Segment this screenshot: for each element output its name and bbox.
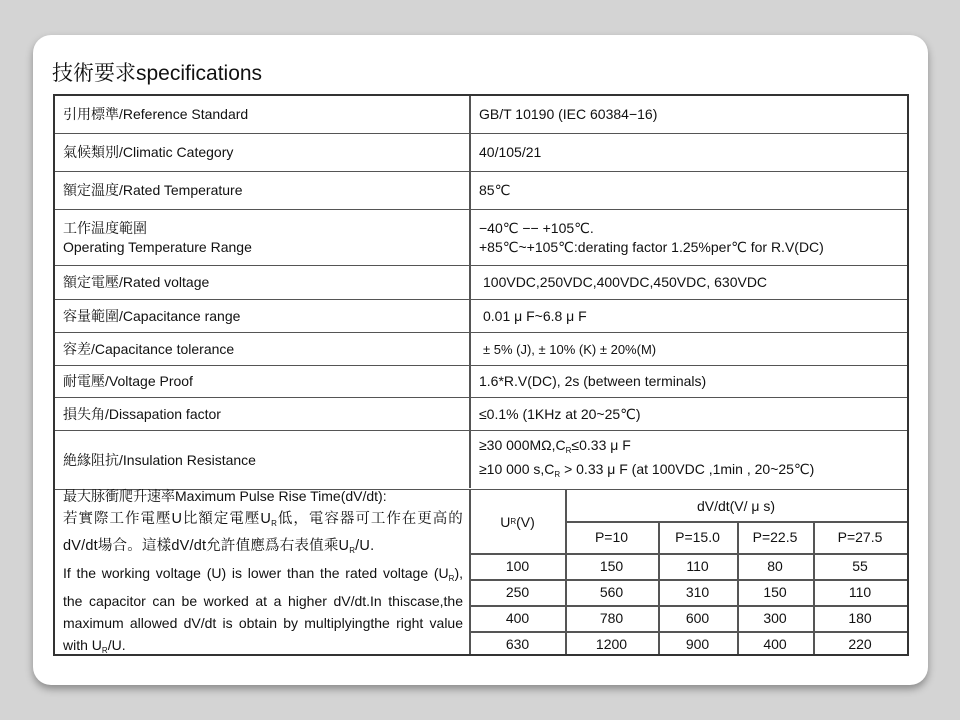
- spec-label: 氣候類別/Climatic Category: [63, 144, 234, 160]
- spec-row-reference-standard: [55, 96, 907, 134]
- spec-label: 額定溫度/Rated Temperature: [63, 182, 243, 198]
- spec-label: 絶緣阻抗/Insulation Resistance: [63, 451, 256, 468]
- dvdt-value-cell: 110: [686, 558, 709, 574]
- dvdt-value-cell: 300: [763, 610, 787, 626]
- spec-label: 引用標準/Reference Standard: [63, 106, 249, 122]
- dvdt-value-cell: 180: [848, 610, 872, 626]
- pulse-description-zh: 若實際工作電壓U比額定電壓$U_R$低，電容器可工作在更高的dV/dt場合。這樣dV/dt允許值應爲右表值乘$U_R/U$.: [63, 511, 463, 555]
- spec-value: 1.6*R.V(DC), 2s (between terminals): [479, 373, 707, 389]
- spec-value: ± 5% (J), ± 10% (K) ± 20%(M): [483, 341, 657, 357]
- spec-value: 0.01 μ F~6.8 μ F: [483, 307, 587, 324]
- dvdt-value-cell: 110: [848, 584, 872, 600]
- spec-value: [479, 431, 899, 489]
- p-header: P=22.5: [752, 529, 798, 545]
- spec-row-voltage-proof: [55, 366, 907, 398]
- dvdt-value-cell: 310: [685, 584, 710, 600]
- spec-value: GB/T 10190 (IEC 60384−16): [479, 106, 658, 122]
- spec-row-insulation-resistance: [55, 431, 907, 490]
- spec-row-operating-temperature: [55, 210, 907, 266]
- dvdt-value-cell: 1200: [595, 636, 628, 652]
- spec-label: 額定電壓/Rated voltage: [63, 274, 210, 290]
- spec-row-rated-temperature: [55, 172, 907, 210]
- spec-row-dissipation-factor: [55, 398, 907, 431]
- p-header: P=27.5: [837, 529, 883, 545]
- ur-value-cell: 400: [505, 610, 530, 626]
- dvdt-value-cell: 780: [599, 610, 624, 626]
- spec-value: 100VDC,250VDC,400VDC,450VDC, 630VDC: [483, 274, 768, 290]
- specifications-table: [53, 94, 909, 656]
- page-title: 技術要求specifications: [52, 62, 263, 85]
- pulse-description-en: If the working voltage (U) is lower than the rated voltage $(U_R)$, the capacitor can be worked at a higher dV/dt.In thiscase,the maximum allowed dV/dt is obtain by multiplyingthe right value with $U_R/U$.: [63, 565, 463, 655]
- ur-value-cell: 630: [505, 636, 530, 652]
- spec-row-climatic-category: [55, 134, 907, 172]
- dvdt-group-header: dV/dt(V/ μ s): [696, 497, 776, 514]
- spec-value-line: +85℃~+105℃:derating factor 1.25%per℃ for R.V(DC): [479, 238, 824, 255]
- spec-label-en: Operating Temperature Range: [63, 238, 252, 255]
- dvdt-value-cell: 55: [852, 558, 868, 574]
- spec-label: 容量範圍/Capacitance range: [63, 307, 241, 324]
- ur-value-cell: 100: [505, 558, 530, 574]
- dvdt-value-cell: 560: [599, 584, 624, 600]
- ur-header: U R (V): [500, 513, 535, 530]
- dvdt-value-cell: 600: [685, 610, 710, 626]
- spec-label: 耐電壓/Voltage Proof: [63, 373, 193, 389]
- pulse-rise-description: [63, 488, 463, 662]
- spec-label: 損失角/Dissapation factor: [63, 405, 221, 422]
- dvdt-value-cell: 150: [763, 584, 787, 600]
- spec-label: 容差/Capacitance tolerance: [63, 340, 235, 357]
- spec-value-line: ≥30 $000M\Omega,C_R\le 0.33$ μ F: [479, 437, 631, 455]
- spec-value-line: −40℃ −− +105℃.: [479, 219, 594, 236]
- spec-value: ≤0.1% (1KHz at 20~25℃): [479, 405, 641, 422]
- spec-label-zh: 工作温度範圍: [63, 219, 147, 236]
- spec-label: [63, 210, 463, 265]
- spec-row-capacitance-range: [55, 300, 907, 333]
- p-header: P=10: [594, 529, 629, 545]
- pulse-heading: 最大脉衝爬升速率Maximum Pulse Rise Time(dV/dt):: [63, 488, 387, 504]
- dvdt-value-cell: 150: [599, 558, 624, 574]
- spec-row-capacitance-tolerance: [55, 333, 907, 366]
- spec-value: [479, 210, 899, 265]
- ur-value-cell: 250: [505, 584, 530, 600]
- spec-value-line: ≥10 000 $s,C_R > 0.33$ μ F (at 100VDC ,1min , 20~25℃): [479, 461, 815, 479]
- p-header: P=15.0: [675, 529, 720, 545]
- spec-value: 40/105/21: [479, 144, 542, 160]
- dvdt-value-cell: 80: [767, 558, 783, 574]
- dvdt-value-cell: 220: [848, 636, 872, 652]
- dvdt-table: [470, 490, 907, 654]
- dvdt-value-cell: 900: [685, 636, 710, 652]
- spec-value: 85℃: [479, 182, 511, 198]
- dvdt-value-cell: 400: [763, 636, 787, 652]
- spec-row-rated-voltage: [55, 266, 907, 300]
